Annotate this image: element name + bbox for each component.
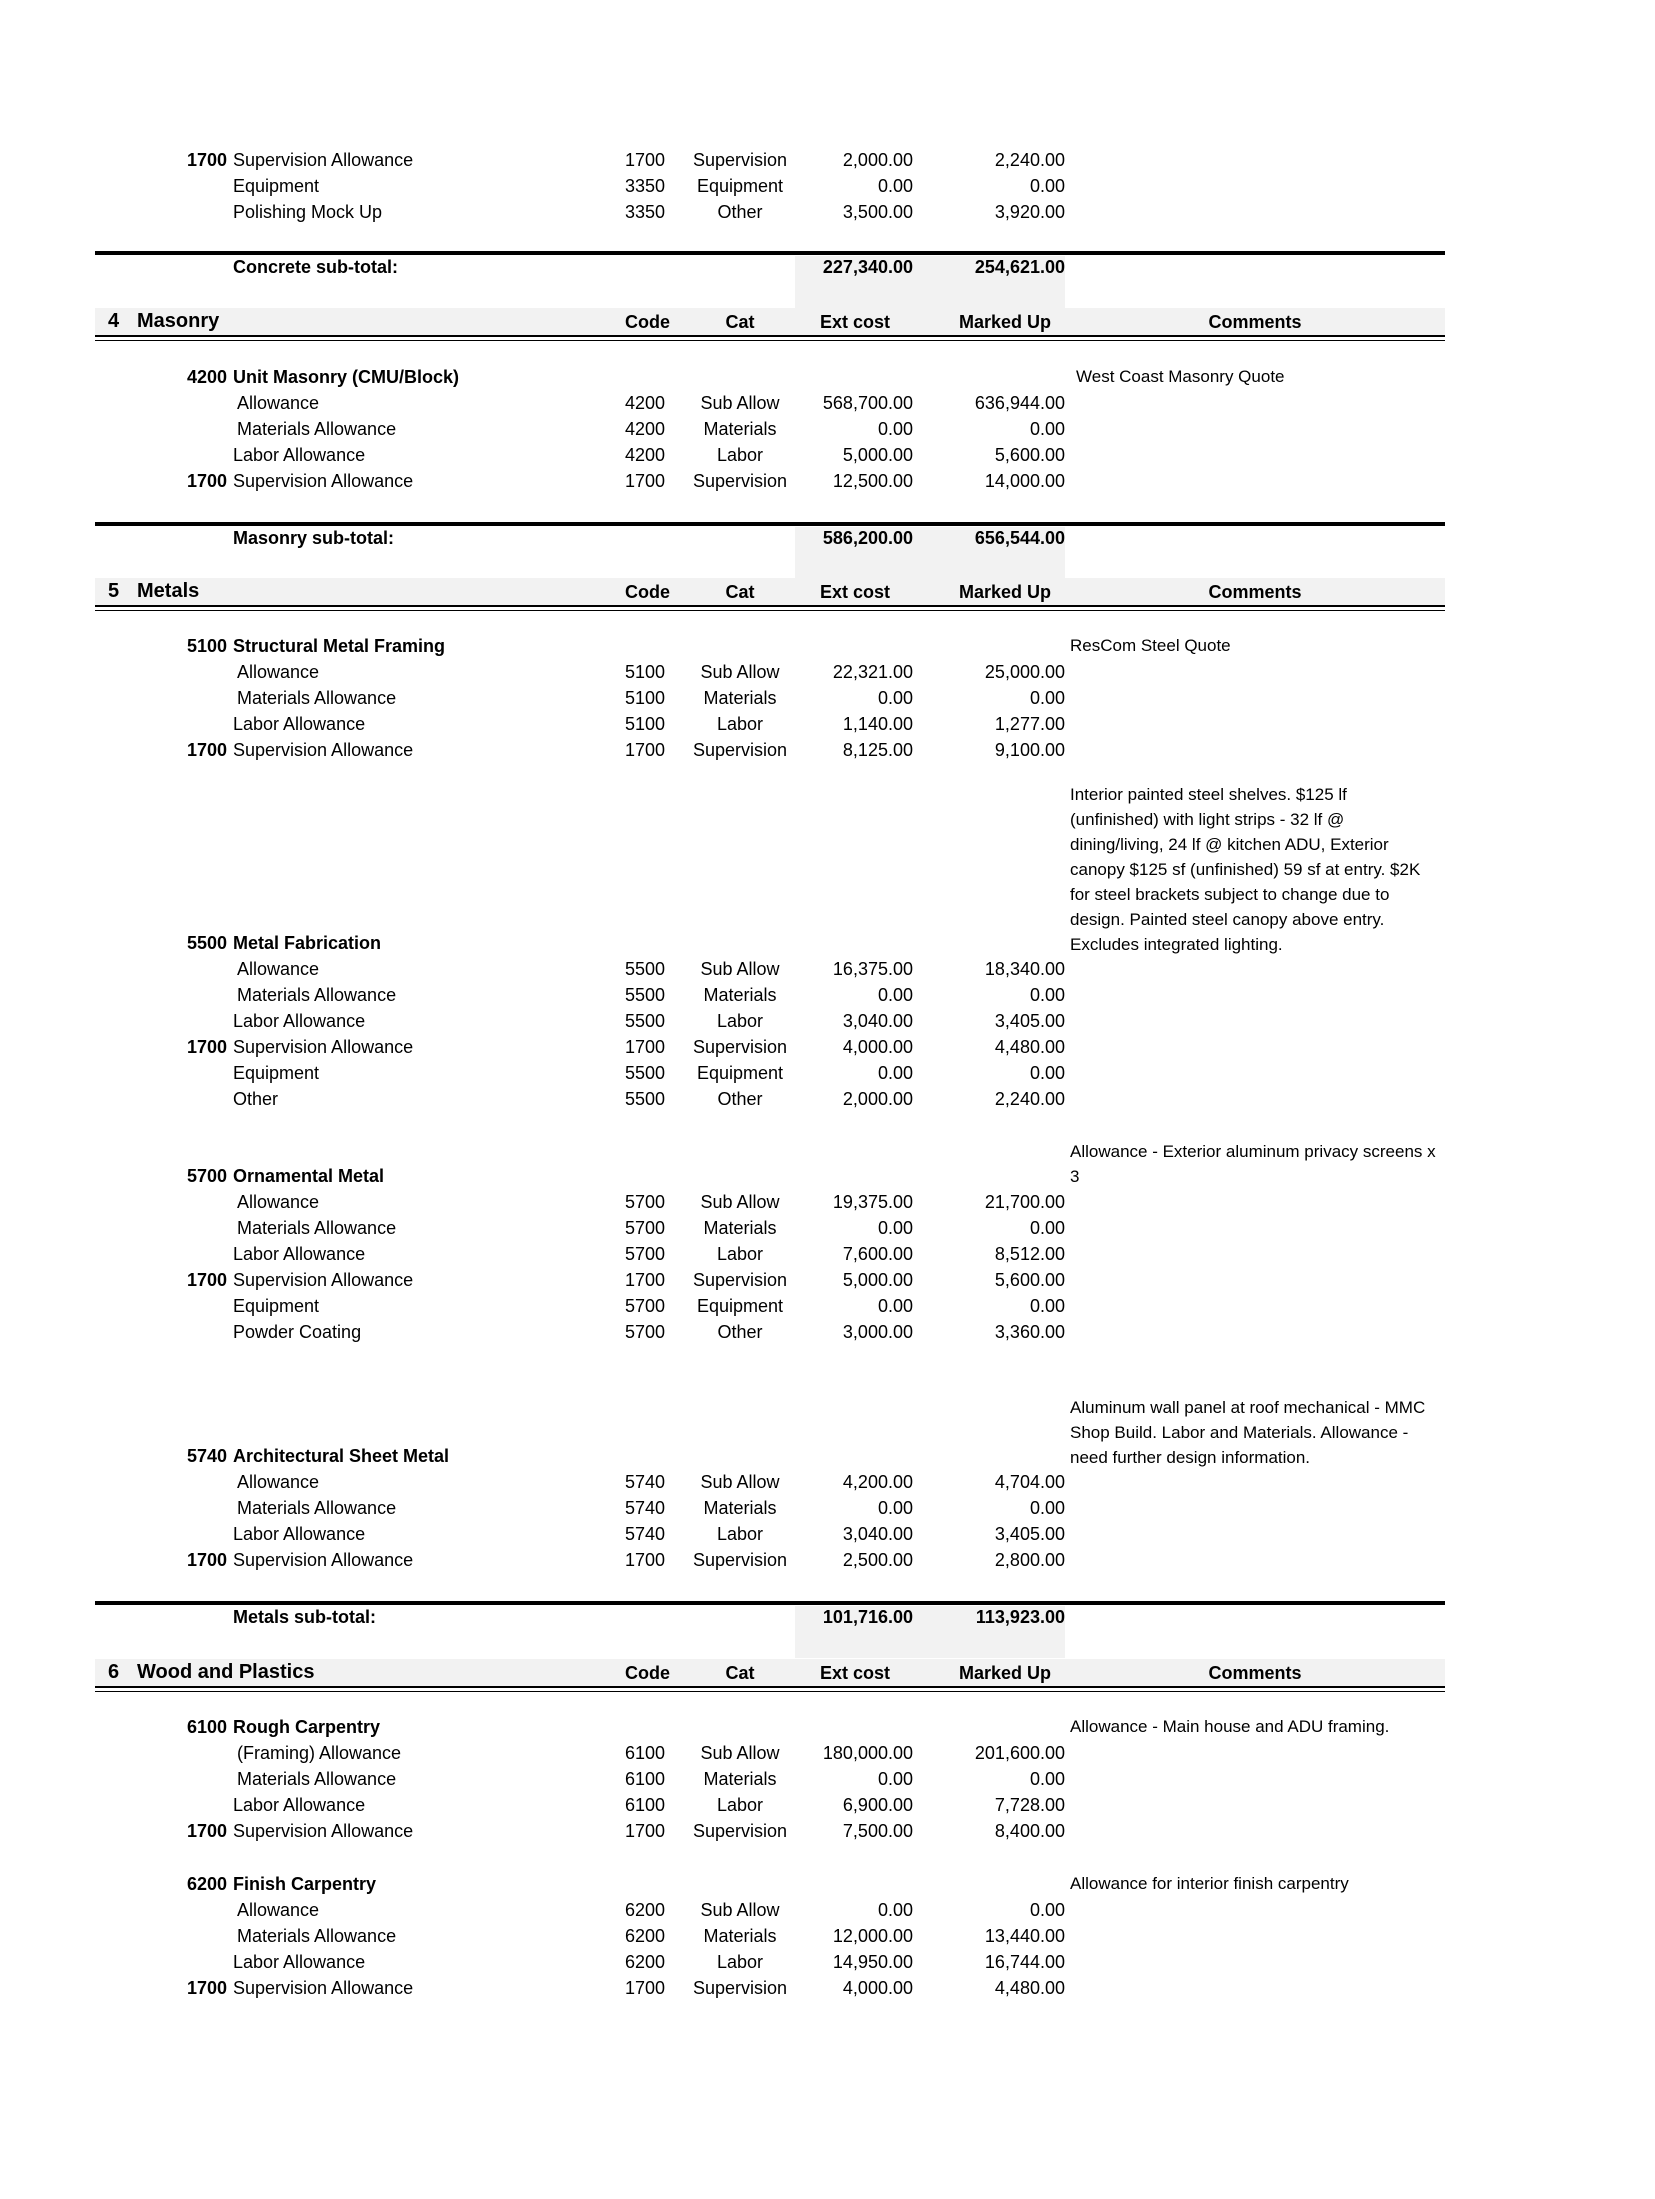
row-cat: Materials (703, 419, 777, 439)
row-desc: Supervision Allowance (233, 150, 414, 170)
row-ext: 22,321.00 (832, 662, 913, 682)
row-code: 4200 (625, 393, 666, 413)
row-ext: 5,000.00 (842, 1270, 913, 1290)
row-cat: Supervision (692, 1978, 788, 1998)
row-desc: Allowance (237, 959, 320, 979)
row-desc: Supervision Allowance (233, 740, 414, 760)
row-cat: Supervision (692, 1037, 788, 1057)
subtotal-rule (95, 1601, 1445, 1605)
row-code: 5100 (625, 662, 666, 682)
group-number: 4200 (187, 367, 228, 387)
row-desc: Supervision Allowance (233, 471, 414, 491)
row-ext: 2,000.00 (842, 1089, 913, 1109)
row-num: 1700 (187, 740, 228, 760)
row-cat: Other (717, 202, 763, 222)
row-marked: 0.00 (1029, 1218, 1065, 1238)
row-num: 1700 (187, 1550, 228, 1570)
group-comment: Allowance - Exterior aluminum privacy screens x 3 (1070, 1142, 1436, 1186)
group-number: 6200 (187, 1874, 228, 1894)
section-number: 6 (108, 1661, 120, 1683)
row-cat: Materials (703, 1218, 777, 1238)
row-cat: Supervision (692, 1550, 788, 1570)
row-ext: 0.00 (877, 419, 913, 439)
row-marked: 18,340.00 (984, 959, 1065, 979)
row-desc: Materials Allowance (237, 1769, 397, 1789)
row-ext: 0.00 (877, 1769, 913, 1789)
row-num: 1700 (187, 1270, 228, 1290)
row-desc: Equipment (233, 1296, 320, 1316)
col-marked-header: Marked Up (958, 312, 1052, 332)
group-number: 5100 (187, 636, 228, 656)
row-code: 1700 (625, 150, 666, 170)
group-title: Ornamental Metal (233, 1166, 385, 1186)
masonry-subtotal-ext: 586,200.00 (822, 528, 913, 548)
row-desc: Materials Allowance (237, 688, 397, 708)
group-title: Rough Carpentry (233, 1717, 381, 1737)
row-code: 6200 (625, 1900, 666, 1920)
row-marked: 0.00 (1029, 985, 1065, 1005)
group-title: Metal Fabrication (233, 933, 382, 953)
row-desc: Materials Allowance (237, 1498, 397, 1518)
subtotal-rule (95, 522, 1445, 526)
metals-subtotal-ext: 101,716.00 (822, 1607, 913, 1627)
row-code: 5700 (625, 1218, 666, 1238)
row-desc: Other (233, 1089, 279, 1109)
group-comment: West Coast Masonry Quote (1076, 367, 1285, 386)
row-marked: 0.00 (1029, 176, 1065, 196)
group-number: 5700 (187, 1166, 228, 1186)
row-cat: Other (717, 1089, 763, 1109)
section-title: Masonry (137, 310, 220, 332)
group-comment: ResCom Steel Quote (1070, 636, 1231, 655)
row-desc: Supervision Allowance (233, 1037, 414, 1057)
col-marked-header: Marked Up (958, 1663, 1052, 1683)
row-ext: 0.00 (877, 1218, 913, 1238)
row-marked: 636,944.00 (974, 393, 1065, 413)
row-marked: 3,360.00 (994, 1322, 1065, 1342)
row-cat: Sub Allow (700, 1743, 780, 1763)
row-num: 1700 (187, 1037, 228, 1057)
row-cat: Labor (716, 1011, 764, 1031)
col-ext-header: Ext cost (819, 1663, 891, 1683)
row-cat: Equipment (696, 1296, 784, 1316)
row-marked: 201,600.00 (974, 1743, 1065, 1763)
row-cat: Other (717, 1322, 763, 1342)
row-ext: 0.00 (877, 688, 913, 708)
row-marked: 14,000.00 (984, 471, 1065, 491)
row-cat: Materials (703, 688, 777, 708)
row-marked: 0.00 (1029, 688, 1065, 708)
row-marked: 13,440.00 (984, 1926, 1065, 1946)
row-marked: 3,920.00 (994, 202, 1065, 222)
section-number: 5 (108, 580, 120, 602)
row-ext: 2,500.00 (842, 1550, 913, 1570)
row-ext: 3,040.00 (842, 1524, 913, 1544)
row-marked: 4,704.00 (994, 1472, 1065, 1492)
row-cat: Sub Allow (700, 393, 780, 413)
row-ext: 6,900.00 (842, 1795, 913, 1815)
col-cat-header: Cat (725, 582, 755, 602)
row-code: 5100 (625, 714, 666, 734)
group-number: 5740 (187, 1446, 228, 1466)
masonry-subtotal-marked: 656,544.00 (974, 528, 1065, 548)
row-cat: Labor (716, 445, 764, 465)
row-marked: 0.00 (1029, 1498, 1065, 1518)
row-cat: Supervision (692, 1821, 788, 1841)
row-num: 1700 (187, 150, 228, 170)
row-code: 5500 (625, 1011, 666, 1031)
row-code: 1700 (625, 471, 666, 491)
row-ext: 14,950.00 (832, 1952, 913, 1972)
row-marked: 9,100.00 (994, 740, 1065, 760)
row-ext: 12,500.00 (832, 471, 913, 491)
row-ext: 16,375.00 (832, 959, 913, 979)
row-cat: Supervision (692, 740, 788, 760)
row-code: 5740 (625, 1524, 666, 1544)
row-marked: 2,240.00 (994, 1089, 1065, 1109)
row-code: 5100 (625, 688, 666, 708)
row-ext: 1,140.00 (842, 714, 913, 734)
row-desc: Materials Allowance (237, 1926, 397, 1946)
row-marked: 3,405.00 (994, 1011, 1065, 1031)
masonry-subtotal-label: Masonry sub-total: (233, 528, 395, 548)
row-desc: Materials Allowance (237, 419, 397, 439)
concrete-subtotal-label: Concrete sub-total: (233, 257, 399, 277)
section-header-rule (95, 335, 1445, 341)
row-code: 6100 (625, 1795, 666, 1815)
row-code: 4200 (625, 445, 666, 465)
row-desc: Labor Allowance (233, 714, 366, 734)
row-code: 5700 (625, 1244, 666, 1264)
row-ext: 7,600.00 (842, 1244, 913, 1264)
row-code: 1700 (625, 1821, 666, 1841)
concrete-subtotal-marked: 254,621.00 (974, 257, 1065, 277)
group-comment: Allowance - Main house and ADU framing. (1070, 1717, 1390, 1736)
col-ext-header: Ext cost (819, 312, 891, 332)
row-code: 6200 (625, 1926, 666, 1946)
row-ext: 3,500.00 (842, 202, 913, 222)
row-ext: 180,000.00 (822, 1743, 913, 1763)
row-ext: 19,375.00 (832, 1192, 913, 1212)
row-desc: Labor Allowance (233, 1952, 366, 1972)
row-code: 3350 (625, 202, 666, 222)
row-desc: Equipment (233, 176, 320, 196)
row-ext: 0.00 (877, 1296, 913, 1316)
row-marked: 3,405.00 (994, 1524, 1065, 1544)
col-code-header: Code (625, 1663, 670, 1683)
col-ext-header: Ext cost (819, 582, 891, 602)
row-code: 1700 (625, 1550, 666, 1570)
row-cat: Labor (716, 1524, 764, 1544)
row-code: 5700 (625, 1296, 666, 1316)
section-number: 4 (108, 310, 120, 332)
row-cat: Labor (716, 1952, 764, 1972)
row-ext: 568,700.00 (822, 393, 913, 413)
section-title: Metals (137, 580, 200, 602)
row-desc: Allowance (237, 393, 320, 413)
row-marked: 0.00 (1029, 1769, 1065, 1789)
col-cat-header: Cat (725, 312, 755, 332)
row-desc: Labor Allowance (233, 1524, 366, 1544)
row-desc: Allowance (237, 1900, 320, 1920)
row-desc: Allowance (237, 1192, 320, 1212)
row-code: 1700 (625, 1270, 666, 1290)
row-cat: Labor (716, 714, 764, 734)
row-ext: 3,000.00 (842, 1322, 913, 1342)
row-ext: 0.00 (877, 176, 913, 196)
row-code: 1700 (625, 740, 666, 760)
row-marked: 7,728.00 (994, 1795, 1065, 1815)
row-cat: Sub Allow (700, 1900, 780, 1920)
row-code: 5500 (625, 985, 666, 1005)
row-desc: Materials Allowance (237, 985, 397, 1005)
row-code: 5740 (625, 1498, 666, 1518)
row-desc: Polishing Mock Up (233, 202, 383, 222)
row-ext: 4,200.00 (842, 1472, 913, 1492)
group-title: Finish Carpentry (233, 1874, 377, 1894)
row-desc: (Framing) Allowance (237, 1743, 402, 1763)
row-num: 1700 (187, 1978, 228, 1998)
row-ext: 2,000.00 (842, 150, 913, 170)
group-number: 5500 (187, 933, 228, 953)
row-ext: 5,000.00 (842, 445, 913, 465)
col-cat-header: Cat (725, 1663, 755, 1683)
row-code: 6100 (625, 1769, 666, 1789)
row-ext: 4,000.00 (842, 1978, 913, 1998)
row-marked: 16,744.00 (984, 1952, 1065, 1972)
row-ext: 12,000.00 (832, 1926, 913, 1946)
row-code: 5500 (625, 1063, 666, 1083)
row-num: 1700 (187, 1821, 228, 1841)
row-code: 4200 (625, 419, 666, 439)
group-comment: Interior painted steel shelves. $125 lf (unfinished) with light strips - 32 lf @ dining/living, 24 lf @ kitchen ADU, Exterior canopy $125 sf (unfinished) 59 sf at entry. $2K for steel brackets subject to change due to design. Painted steel canopy above entry. Excludes integrated lighting. (1070, 785, 1421, 954)
row-cat: Labor (716, 1795, 764, 1815)
row-code: 6100 (625, 1743, 666, 1763)
row-code: 5700 (625, 1322, 666, 1342)
section-header-rule (95, 605, 1445, 611)
row-cat: Materials (703, 985, 777, 1005)
row-marked: 0.00 (1029, 1063, 1065, 1083)
col-code-header: Code (625, 312, 670, 332)
row-desc: Labor Allowance (233, 1011, 366, 1031)
row-cat: Supervision (692, 1270, 788, 1290)
row-marked: 2,240.00 (994, 150, 1065, 170)
row-desc: Labor Allowance (233, 1244, 366, 1264)
group-comment: Allowance for interior finish carpentry (1070, 1874, 1349, 1893)
row-ext: 0.00 (877, 1063, 913, 1083)
row-cat: Sub Allow (700, 959, 780, 979)
row-marked: 0.00 (1029, 1900, 1065, 1920)
group-title: Unit Masonry (CMU/Block) (233, 367, 460, 387)
group-title: Structural Metal Framing (233, 636, 446, 656)
row-desc: Allowance (237, 1472, 320, 1492)
row-code: 5740 (625, 1472, 666, 1492)
row-ext: 8,125.00 (842, 740, 913, 760)
row-ext: 3,040.00 (842, 1011, 913, 1031)
metals-subtotal-label: Metals sub-total: (233, 1607, 377, 1627)
row-cat: Sub Allow (700, 662, 780, 682)
row-num: 1700 (187, 471, 228, 491)
row-marked: 1,277.00 (994, 714, 1065, 734)
concrete-subtotal-ext: 227,340.00 (822, 257, 913, 277)
row-cat: Supervision (692, 150, 788, 170)
col-comments-header: Comments (1208, 312, 1302, 332)
row-cat: Labor (716, 1244, 764, 1264)
row-desc: Supervision Allowance (233, 1270, 414, 1290)
col-code-header: Code (625, 582, 670, 602)
row-desc: Labor Allowance (233, 1795, 366, 1815)
row-code: 5500 (625, 1089, 666, 1109)
row-ext: 0.00 (877, 985, 913, 1005)
row-marked: 21,700.00 (984, 1192, 1065, 1212)
row-marked: 0.00 (1029, 1296, 1065, 1316)
row-ext: 0.00 (877, 1900, 913, 1920)
row-marked: 0.00 (1029, 419, 1065, 439)
row-cat: Equipment (696, 176, 784, 196)
group-comment: Aluminum wall panel at roof mechanical - MMC Shop Build. Labor and Materials. Allowance - need further design information. (1070, 1398, 1426, 1467)
row-code: 3350 (625, 176, 666, 196)
row-code: 5700 (625, 1192, 666, 1212)
group-number: 6100 (187, 1717, 228, 1737)
row-marked: 4,480.00 (994, 1037, 1065, 1057)
row-desc: Labor Allowance (233, 445, 366, 465)
row-desc: Materials Allowance (237, 1218, 397, 1238)
row-cat: Materials (703, 1769, 777, 1789)
col-comments-header: Comments (1208, 582, 1302, 602)
col-marked-header: Marked Up (958, 582, 1052, 602)
row-cat: Supervision (692, 471, 788, 491)
row-desc: Supervision Allowance (233, 1978, 414, 1998)
row-marked: 5,600.00 (994, 1270, 1065, 1290)
row-desc: Powder Coating (233, 1322, 362, 1342)
row-marked: 4,480.00 (994, 1978, 1065, 1998)
row-marked: 8,400.00 (994, 1821, 1065, 1841)
row-ext: 7,500.00 (842, 1821, 913, 1841)
row-marked: 5,600.00 (994, 445, 1065, 465)
row-code: 6200 (625, 1952, 666, 1972)
row-desc: Supervision Allowance (233, 1550, 414, 1570)
section-title: Wood and Plastics (137, 1661, 315, 1683)
row-desc: Allowance (237, 662, 320, 682)
row-marked: 8,512.00 (994, 1244, 1065, 1264)
metals-subtotal-marked: 113,923.00 (975, 1607, 1065, 1627)
group-title: Architectural Sheet Metal (233, 1446, 450, 1466)
row-desc: Equipment (233, 1063, 320, 1083)
row-cat: Materials (703, 1926, 777, 1946)
row-ext: 4,000.00 (842, 1037, 913, 1057)
row-code: 1700 (625, 1978, 666, 1998)
section-header-rule (95, 1686, 1445, 1692)
row-cat: Equipment (696, 1063, 784, 1083)
row-cat: Sub Allow (700, 1192, 780, 1212)
row-marked: 2,800.00 (994, 1550, 1065, 1570)
row-desc: Supervision Allowance (233, 1821, 414, 1841)
row-cat: Materials (703, 1498, 777, 1518)
row-ext: 0.00 (877, 1498, 913, 1518)
col-comments-header: Comments (1208, 1663, 1302, 1683)
subtotal-rule (95, 251, 1445, 255)
row-code: 5500 (625, 959, 666, 979)
row-cat: Sub Allow (700, 1472, 780, 1492)
row-code: 1700 (625, 1037, 666, 1057)
row-marked: 25,000.00 (984, 662, 1065, 682)
